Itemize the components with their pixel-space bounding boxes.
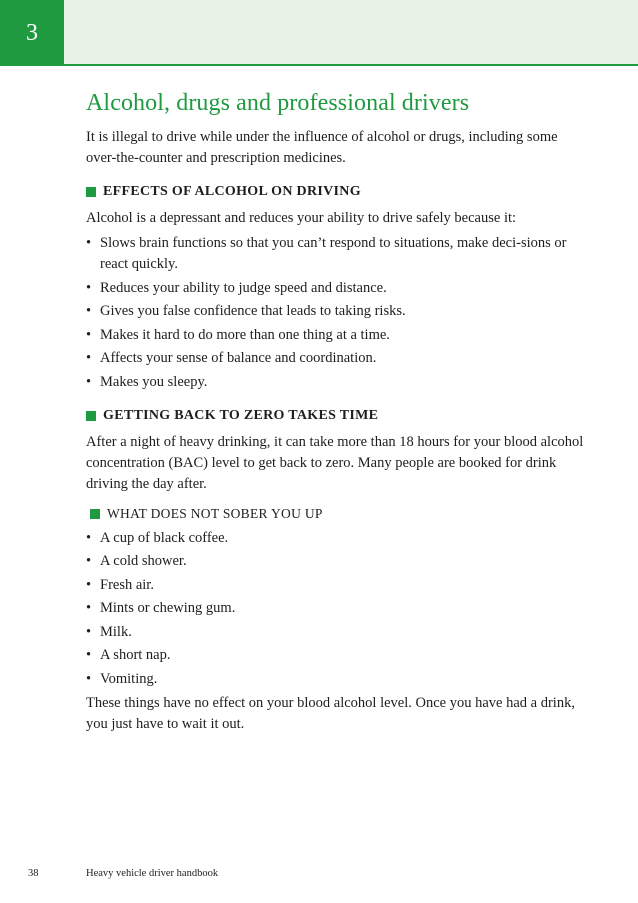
intro-paragraph: It is illegal to drive while under the influence of alcohol or drugs, including some over-the-counter and prescription medicines. xyxy=(86,129,558,166)
page-number: 38 xyxy=(28,868,39,879)
bullet-icon: • xyxy=(86,235,92,251)
footer-title: Heavy vehicle driver handbook xyxy=(86,868,219,879)
list-item-text: Milk. xyxy=(100,623,132,640)
list-item xyxy=(86,575,591,596)
list-item-text: Reduces your ability to judge speed and distance. xyxy=(100,279,387,296)
list-item xyxy=(86,348,591,369)
section-heading-label: EFFECTS OF ALCOHOL ON DRIVING xyxy=(103,184,361,199)
bullet-icon: • xyxy=(86,529,92,546)
main-content xyxy=(86,88,591,735)
section-paragraph: Alcohol is a depressant and reduces your ability to drive safely because it: xyxy=(86,210,517,226)
list-item-text: Gives you false confidence that leads to taking risks. xyxy=(100,303,406,319)
list-item-text: Makes you sleepy. xyxy=(100,373,208,390)
list-item xyxy=(86,301,591,322)
page-title: Alcohol, drugs and professional drivers xyxy=(86,90,470,116)
subheading-not-sober xyxy=(90,504,591,524)
list-item-text: A cup of black coffee. xyxy=(100,529,229,546)
bullet-icon: • xyxy=(86,647,92,663)
bullet-icon: • xyxy=(86,576,92,593)
list-item-text: Affects your sense of balance and coordination. xyxy=(100,350,377,366)
bullet-icon: • xyxy=(86,279,92,296)
list-item-text: Makes it hard to do more than one thing at a time. xyxy=(100,326,390,343)
list-item-text: A cold shower. xyxy=(100,553,187,569)
list-item-text: Slows brain functions so that you can’t respond to situations, make deci-sions or react quickly. xyxy=(100,235,567,272)
bullet-icon: • xyxy=(86,303,92,319)
list-item-text: A short nap. xyxy=(100,647,171,663)
subheading-label: WHAT DOES NOT SOBER YOU UP xyxy=(107,505,323,521)
chapter-header-band xyxy=(0,0,638,66)
list-item-text: Vomiting. xyxy=(100,670,158,687)
bullet-icon: • xyxy=(86,373,92,390)
not-sober-list xyxy=(86,528,591,690)
list-item xyxy=(86,528,591,549)
bullet-icon: • xyxy=(86,350,92,366)
green-square-icon xyxy=(90,509,100,519)
bullet-icon: • xyxy=(86,326,92,343)
list-item xyxy=(86,278,591,299)
list-item xyxy=(86,233,591,275)
closing-paragraph: These things have no effect on your blood alcohol level. Once you have had a drink, you just have to wait it out. xyxy=(86,694,575,732)
section-heading-effects xyxy=(86,182,591,202)
list-item xyxy=(86,622,591,643)
list-item xyxy=(86,372,591,393)
list-item xyxy=(86,645,591,666)
section-heading-label: GETTING BACK TO ZERO TAKES TIME xyxy=(103,407,379,423)
list-item xyxy=(86,325,591,346)
green-square-icon xyxy=(86,411,96,421)
list-item xyxy=(86,669,591,690)
bullet-icon: • xyxy=(86,553,92,569)
list-item xyxy=(86,551,591,572)
effects-list xyxy=(86,233,591,393)
section-paragraph: After a night of heavy drinking, it can take more than 18 hours for your blood alcohol concentration (BAC) level to get back to zero. Many people are booked for drink driving the day after. xyxy=(86,433,584,492)
green-square-icon xyxy=(86,187,96,197)
bullet-icon: • xyxy=(86,600,92,616)
list-item-text: Fresh air. xyxy=(100,576,154,593)
list-item xyxy=(86,598,591,619)
section-heading-zero xyxy=(86,406,591,426)
bullet-icon: • xyxy=(86,670,92,687)
bullet-icon: • xyxy=(86,623,92,640)
chapter-number: 3 xyxy=(0,0,64,66)
list-item-text: Mints or chewing gum. xyxy=(100,600,236,616)
